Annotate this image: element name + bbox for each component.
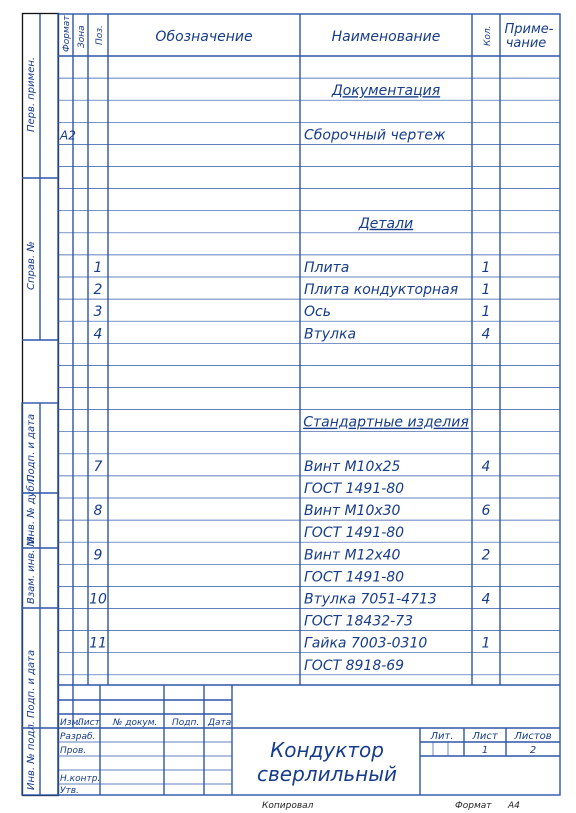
tb-title-2: сверлильный <box>257 762 397 786</box>
row-qty: 4 <box>481 591 491 608</box>
tb-sheets-label: Листов <box>514 731 552 742</box>
header-note-2: чание <box>505 36 547 51</box>
row-name: ГОСТ 1491-80 <box>304 569 405 586</box>
tb-utv: Утв. <box>60 786 79 796</box>
tb-razrab: Разраб. <box>60 732 96 742</box>
side-perv-primen: Перв. примен. <box>26 56 37 132</box>
header-zone: Зона <box>77 25 87 48</box>
row-qty: 4 <box>481 326 491 343</box>
row-name: Винт М12х40 <box>304 547 401 564</box>
row-qty: 1 <box>481 304 491 321</box>
row-position: 7 <box>93 458 103 475</box>
row-name: Плита кондукторная <box>304 282 459 299</box>
side-vzam-inv: Взам. инв. № <box>26 536 37 604</box>
row-qty: 4 <box>481 458 491 475</box>
row-name: Винт М10х25 <box>304 458 401 475</box>
tb-doc-no: № докум. <box>113 718 158 728</box>
tb-izm: Изм. <box>60 718 82 728</box>
tb-sheets-value: 2 <box>529 745 537 756</box>
section-heading: Детали <box>358 215 414 232</box>
side-inv-podl: Инв. № подл. <box>26 721 37 790</box>
row-name: ГОСТ 1491-80 <box>304 525 405 542</box>
tb-sheet-label: Лист <box>472 731 498 742</box>
row-position: 10 <box>89 591 107 608</box>
row-qty: 1 <box>481 282 491 299</box>
header-designation: Обозначение <box>155 29 253 45</box>
side-inv-dubl: Инв. № дубл. <box>26 475 37 544</box>
row-name: Плита <box>304 260 350 276</box>
header-name: Наименование <box>331 29 441 45</box>
row-position: 1 <box>93 260 103 276</box>
row-name: ГОСТ 8918-69 <box>304 657 405 674</box>
header-format: Формат <box>62 15 72 52</box>
row-name: Сборочный чертеж <box>304 127 446 144</box>
header-note-1: Приме- <box>504 22 554 37</box>
tb-prov: Пров. <box>60 746 87 756</box>
row-qty: 1 <box>481 260 491 276</box>
tb-sheet-value: 1 <box>481 745 489 756</box>
tb-podp: Подп. <box>172 718 200 728</box>
footer-format-label: Формат <box>455 801 492 811</box>
side-podp-data-2: Подп. и дата <box>26 649 37 718</box>
row-qty: 6 <box>481 503 491 520</box>
row-name: Винт М10х30 <box>304 503 401 520</box>
tb-title-1: Кондуктор <box>270 738 384 762</box>
row-format: А2 <box>60 128 76 143</box>
footer-format-value: А4 <box>508 801 520 811</box>
section-heading: Документация <box>331 83 441 100</box>
row-qty: 1 <box>481 635 491 652</box>
row-qty: 2 <box>481 547 491 564</box>
row-name: ГОСТ 1491-80 <box>304 481 405 497</box>
row-position: 9 <box>93 547 103 564</box>
row-name: Гайка 7003-0310 <box>304 635 428 652</box>
tb-lit: Лит. <box>430 731 454 742</box>
row-name: Втулка 7051-4713 <box>304 591 437 608</box>
row-name: Ось <box>304 304 331 321</box>
row-texts <box>59 83 491 674</box>
row-position: 2 <box>93 282 103 299</box>
row-position: 4 <box>93 326 103 343</box>
side-podp-data-1: Подп. и дата <box>26 413 37 482</box>
row-name: Втулка <box>304 326 357 343</box>
tb-data: Дата <box>208 718 232 728</box>
row-position: 8 <box>93 503 103 520</box>
side-sprav: Справ. № <box>26 241 37 290</box>
row-name: ГОСТ 18432-73 <box>304 613 413 630</box>
tb-list: Лист <box>77 718 100 728</box>
header-pos: Поз. <box>95 25 105 45</box>
tb-n-kontr: Н.контр. <box>60 774 101 784</box>
row-position: 3 <box>93 304 103 321</box>
header-qty: Кол. <box>483 25 493 46</box>
footer-copied: Копировал <box>262 801 314 811</box>
row-position: 11 <box>89 635 107 652</box>
section-heading: Стандартные изделия <box>303 414 469 431</box>
